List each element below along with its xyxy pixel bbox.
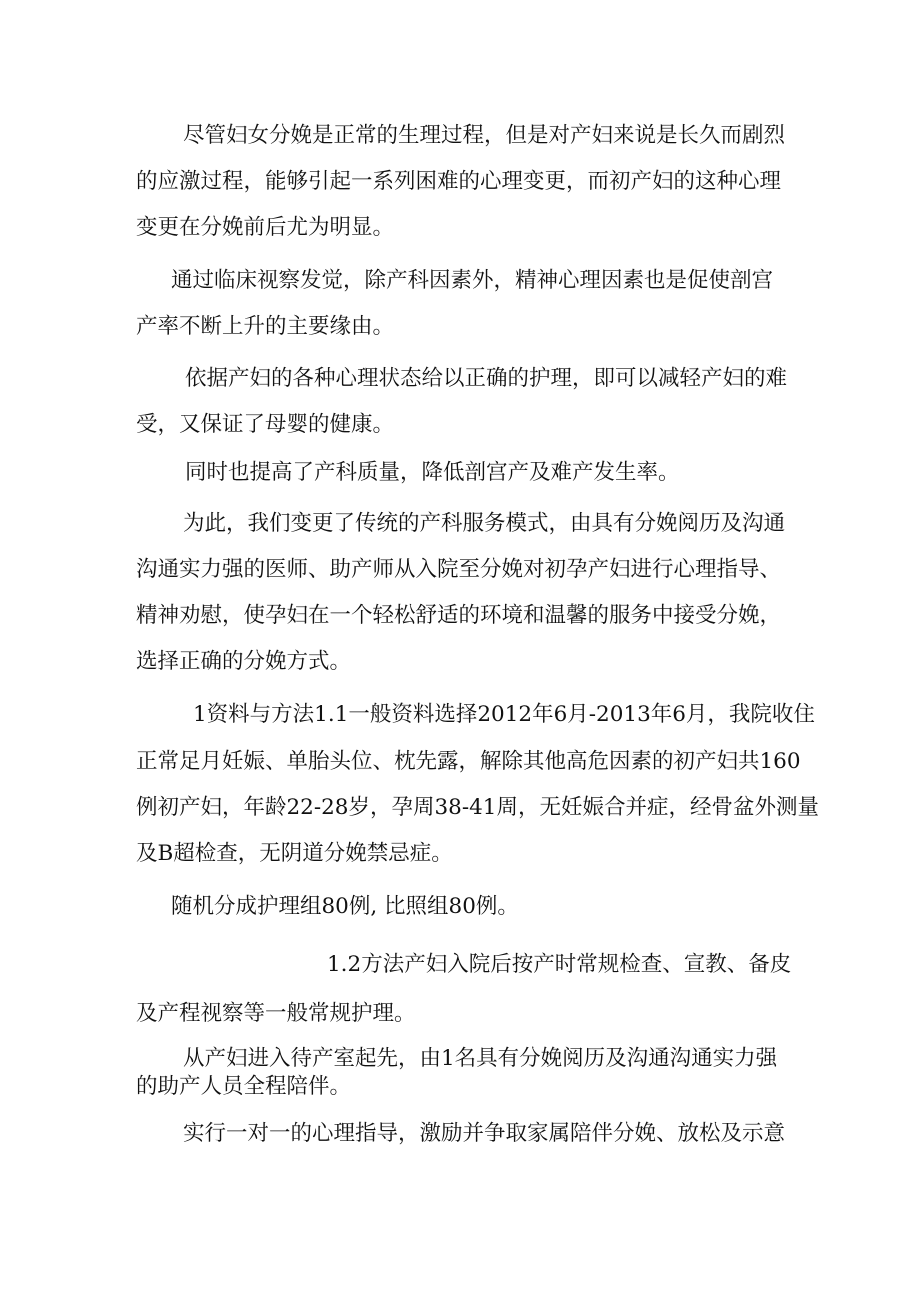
paragraph-3-line-1: 依据产妇的各种心理状态给以正确的护理，即可以减轻产妇的难 — [185, 366, 788, 391]
paragraph-1-line-3: 变更在分娩前后尤为明显。 — [136, 215, 395, 240]
paragraph-1-line-2: 的应激过程，能够引起一系列困难的心理变更，而初产妇的这种心理 — [136, 169, 782, 194]
paragraph-2-line-1: 通过临床视察发觉，除产科因素外，精神心理因素也是促使剖宫 — [171, 268, 774, 293]
paragraph-5-line-2: 沟通实力强的医师、助产师从入院至分娩对初孕产妇进行心理指导、 — [136, 557, 782, 582]
paragraph-9-line-2: 的助产人员全程陪伴。 — [136, 1074, 352, 1099]
paragraph-1-line-1: 尽管妇女分娩是正常的生理过程，但是对产妇来说是长久而剧烈 — [183, 123, 786, 148]
paragraph-3-line-2: 受，又保证了母婴的健康。 — [136, 412, 395, 437]
paragraph-5-line-3: 精神劝慰，使孕妇在一个轻松舒适的环境和温馨的服务中接受分娩， — [136, 603, 782, 628]
paragraph-10-line-1: 实行一对一的心理指导，激励并争取家属陪伴分娩、放松及示意 — [183, 1121, 786, 1146]
paragraph-5-line-1: 为此，我们变更了传统的产科服务模式，由具有分娩阅历及沟通 — [183, 511, 786, 536]
paragraph-8-line-2: 及产程视察等一般常规护理。 — [136, 1001, 416, 1026]
paragraph-4-line-1: 同时也提高了产科质量，降低剖宫产及难产发生率。 — [185, 460, 680, 485]
paragraph-2-line-2: 产率不断上升的主要缘由。 — [136, 314, 395, 339]
paragraph-7-line-1: 随机分成护理组80例, 比照组80例。 — [171, 894, 519, 919]
paragraph-6-line-3: 例初产妇，年龄22-28岁，孕周38-41周，无妊娠合并症，经骨盆外测量 — [136, 795, 819, 820]
paragraph-6-line-1: 1资料与方法1.1一般资料选择2012年6月-2013年6月，我院收住 — [193, 702, 815, 727]
paragraph-8-line-1: 1.2方法产妇入院后按产时常规检查、宣教、备皮 — [327, 952, 792, 977]
paragraph-6-line-2: 正常足月妊娠、单胎头位、枕先露，解除其他高危因素的初产妇共160 — [136, 749, 801, 774]
paragraph-6-line-4: 及B超检查，无阴道分娩禁忌症。 — [136, 841, 453, 866]
paragraph-5-line-4: 选择正确的分娩方式。 — [136, 649, 352, 674]
paragraph-9-line-1: 从产妇进入待产室起先，由1名具有分娩阅历及沟通沟通实力强 — [183, 1046, 778, 1071]
